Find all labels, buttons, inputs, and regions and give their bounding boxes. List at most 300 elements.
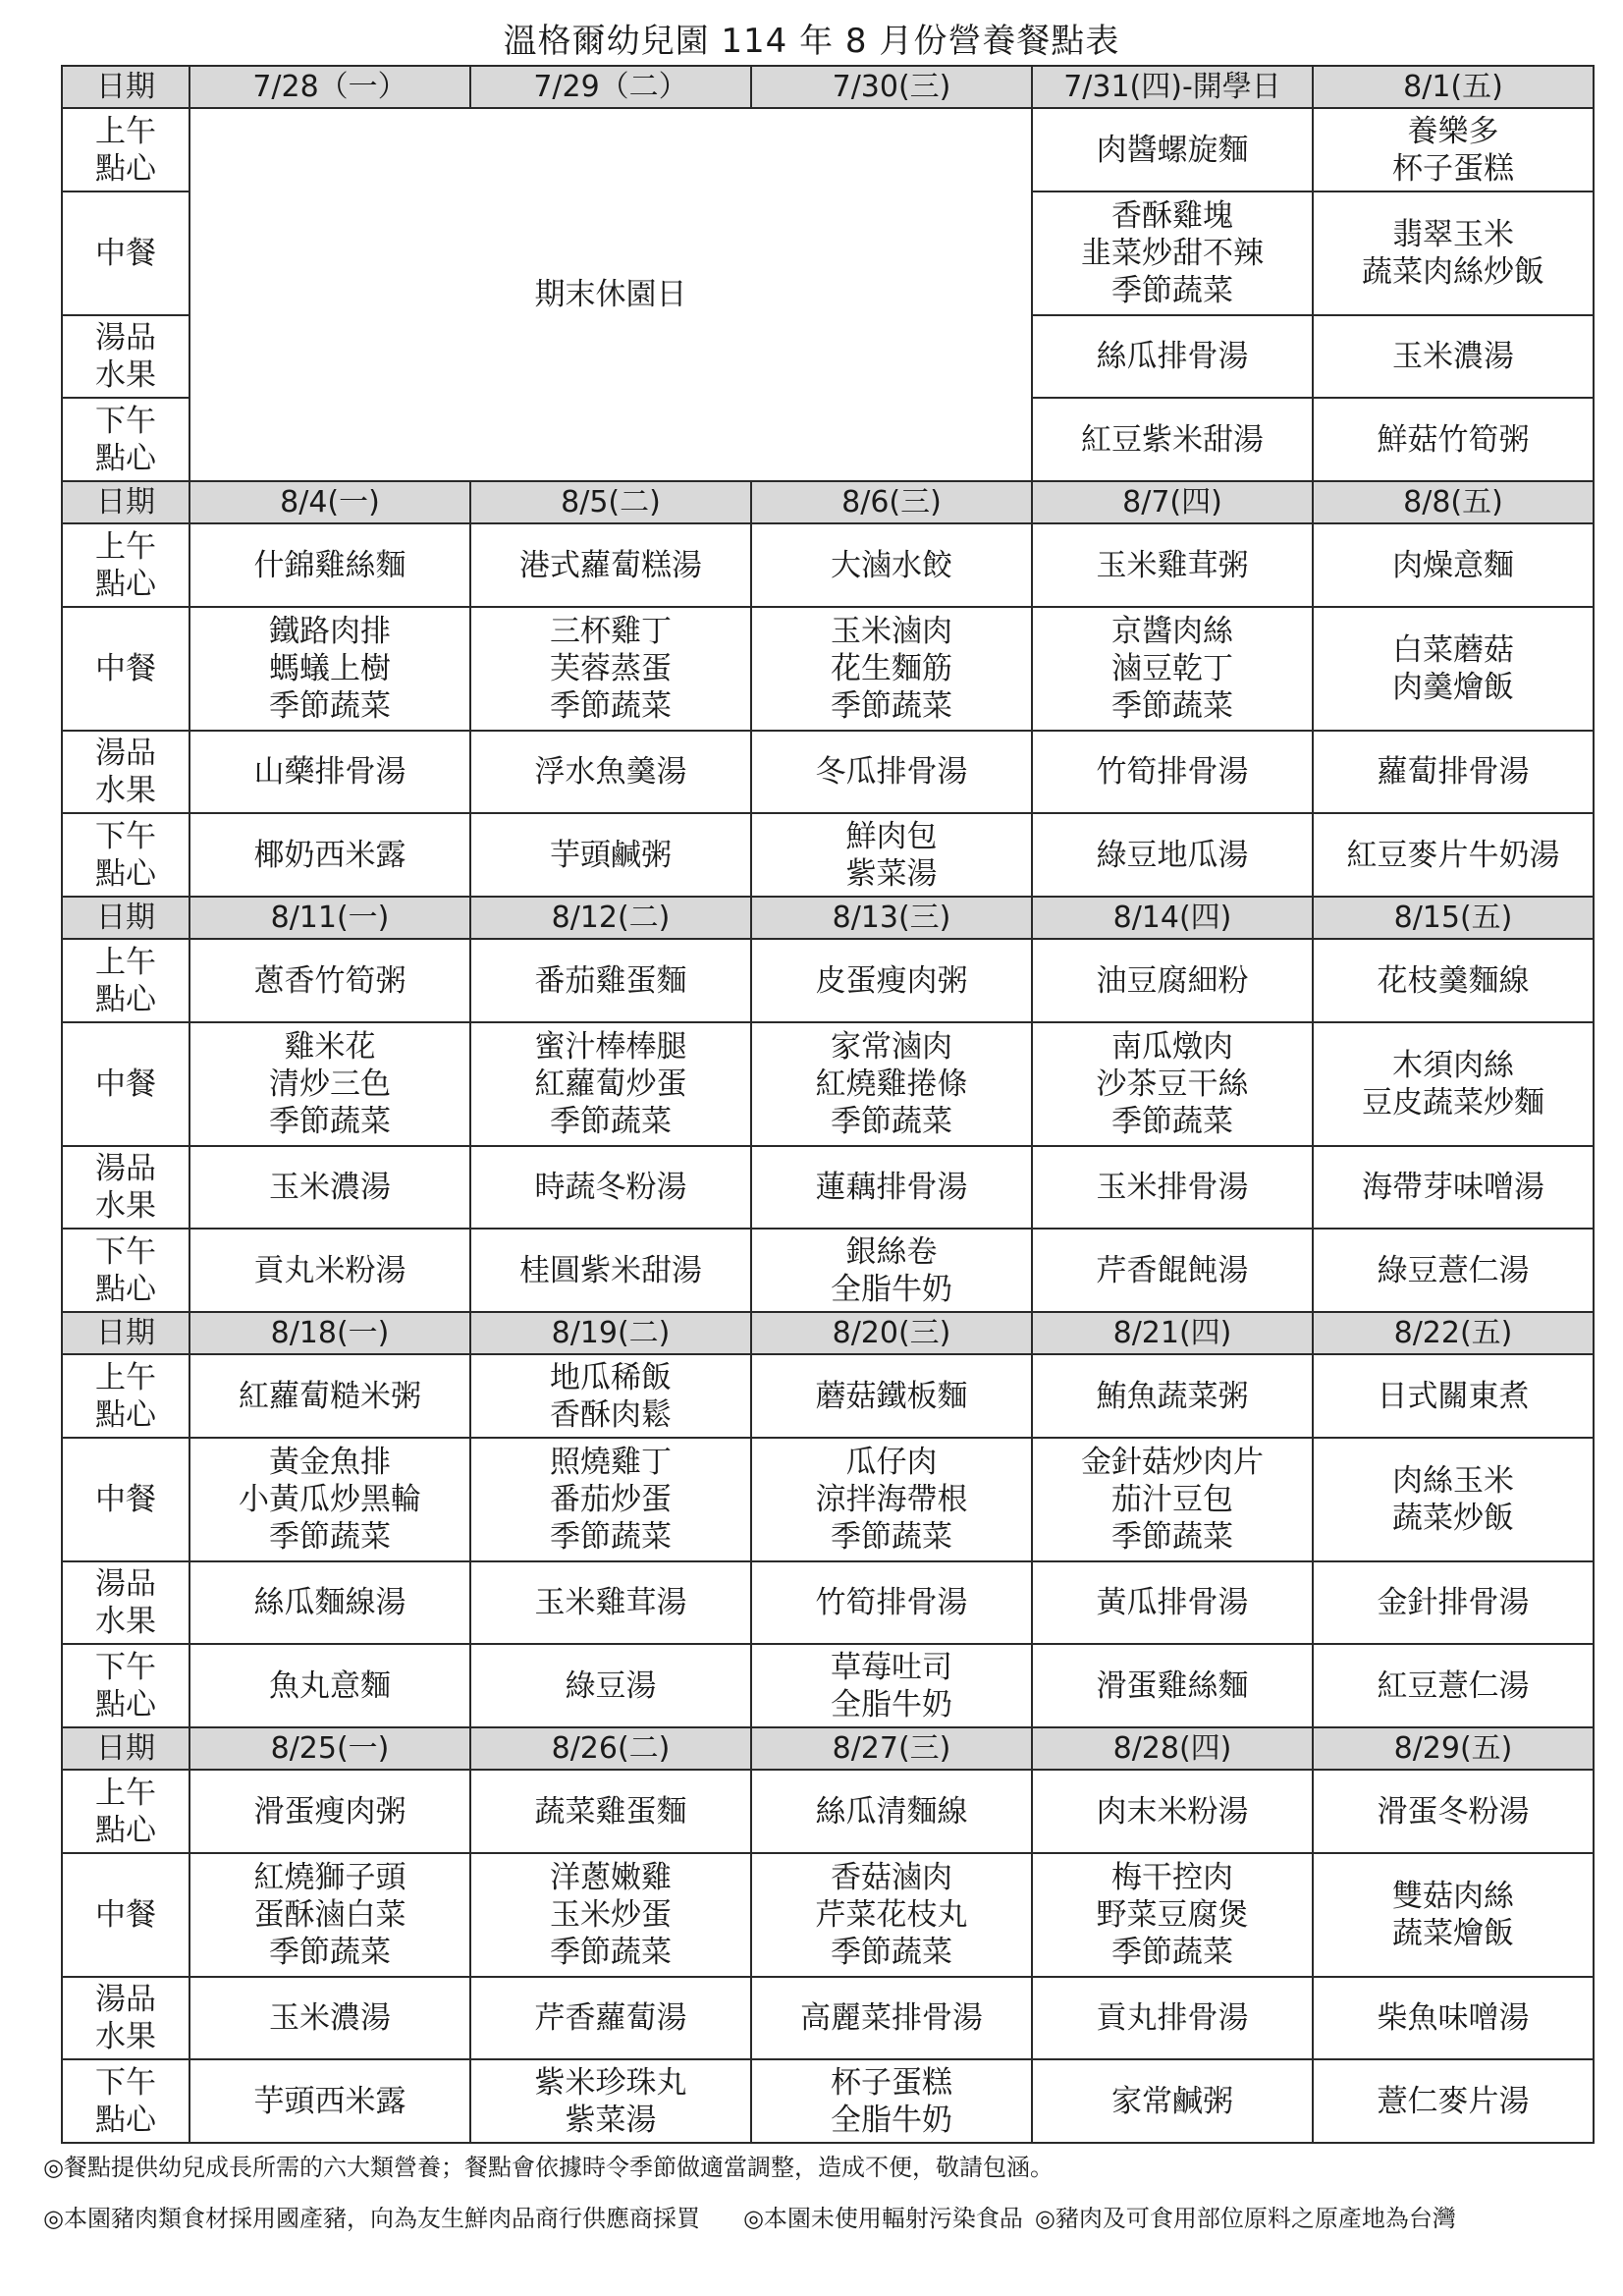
meal-cell-morning [1313,1354,1594,1438]
meal-cell-soup [1032,1977,1313,2060]
meal-cell-afternoon [189,1644,470,1727]
row-label-line: 點心 [95,855,156,892]
menu-item: 季節蔬菜 [831,687,952,724]
menu-item: 季節蔬菜 [1111,1518,1233,1555]
meal-cell-morning [470,939,751,1022]
menu-item: 肉末米粉湯 [1096,1793,1249,1830]
row-label-soup-fruit [62,1977,189,2060]
row-label-morning-snack [62,939,189,1022]
row-label-line: 點心 [95,566,156,602]
meal-row-soup-fruit [62,1561,1594,1645]
menu-item: 家常鹹粥 [1111,2083,1233,2119]
meal-cell-soup [751,1561,1032,1645]
meal-row-soup-fruit [62,1977,1594,2060]
menu-item: 季節蔬菜 [550,1518,672,1555]
meal-cell-lunch [1313,607,1594,731]
menu-item: 季節蔬菜 [831,1934,952,1970]
menu-item: 紫菜湯 [565,2102,657,2138]
menu-item: 小黃瓜炒黑輪 [239,1481,421,1517]
menu-item: 白菜蘑菇 [1392,631,1514,668]
meal-cell-morning [470,523,751,607]
meal-cell-soup [189,1561,470,1645]
row-label-line: 水果 [95,1603,156,1639]
date-cell: 8/6(三) [751,481,1032,523]
menu-item: 滷豆乾丁 [1111,650,1233,686]
meal-cell-afternoon [470,813,751,897]
date-row [62,481,1594,523]
meal-row-morning-snack [62,1770,1594,1853]
menu-item: 野菜豆腐煲 [1096,1896,1249,1933]
menu-item: 肉燥意麵 [1392,547,1514,583]
menu-item: 香酥肉鬆 [550,1396,672,1433]
meal-cell-afternoon [1032,813,1313,897]
meal-cell-afternoon [751,1644,1032,1727]
menu-item: 鮪魚蔬菜粥 [1096,1378,1249,1414]
menu-item: 滑蛋冬粉湯 [1377,1793,1530,1830]
meal-cell-soup [1032,315,1313,399]
menu-item: 魚丸意麵 [269,1667,391,1704]
row-label-line: 點心 [95,150,156,187]
meal-cell-soup [470,1561,751,1645]
meal-cell-afternoon [1313,1644,1594,1727]
date-cell: 8/1(五) [1313,66,1594,108]
meal-cell-morning [751,523,1032,607]
menu-item: 金針排骨湯 [1377,1584,1530,1620]
menu-item: 紅燒雞捲條 [815,1066,968,1102]
menu-item: 玉米濃湯 [269,1999,391,2036]
date-cell: 8/12(二) [470,897,751,939]
meal-cell-morning [1313,523,1594,607]
row-label-line: 上午 [95,944,156,980]
meal-cell-soup [470,731,751,814]
meal-cell-lunch [1032,607,1313,731]
row-label-morning-snack [62,1770,189,1853]
note-origin-taiwan: ◎豬肉及可食用部位原料之原產地為台灣 [1034,2205,1456,2232]
menu-item: 季節蔬菜 [831,1518,952,1555]
row-label-line: 下午 [95,1649,156,1685]
meal-cell-lunch [1313,1438,1594,1561]
row-label-line: 下午 [95,818,156,854]
row-label-line: 下午 [95,2064,156,2101]
meal-cell-lunch [189,1022,470,1146]
row-label-line: 水果 [95,773,156,809]
date-cell: 7/28（一） [189,66,470,108]
date-cell: 8/15(五) [1313,897,1594,939]
date-row [62,897,1594,939]
row-label-date: 日期 [62,481,189,523]
meal-cell-lunch [1313,1022,1594,1146]
meal-cell-afternoon [1313,398,1594,481]
menu-item: 綠豆地瓜湯 [1096,837,1249,873]
menu-item: 韭菜炒甜不辣 [1081,235,1264,271]
menu-item: 蔥香竹筍粥 [253,962,406,999]
meal-cell-morning [751,1354,1032,1438]
row-label-line: 點心 [95,1396,156,1433]
menu-item: 杯子蛋糕 [831,2064,952,2101]
menu-item: 梅干控肉 [1111,1859,1233,1895]
menu-item: 紅豆麥片牛奶湯 [1346,837,1560,873]
row-label-date: 日期 [62,66,189,108]
meal-cell-lunch [1313,1853,1594,1977]
date-cell: 8/4(一) [189,481,470,523]
date-cell: 8/8(五) [1313,481,1594,523]
meal-cell-soup [189,731,470,814]
meal-cell-soup [189,1977,470,2060]
meal-cell-morning [1032,523,1313,607]
menu-item: 貢丸米粉湯 [253,1252,406,1288]
date-cell: 8/7(四) [1032,481,1313,523]
menu-item: 貢丸排骨湯 [1096,1999,1249,2036]
menu-item: 芋頭西米露 [253,2083,406,2119]
date-cell: 8/13(三) [751,897,1032,939]
menu-item: 什錦雞絲麵 [253,547,406,583]
menu-item: 絲瓜麵線湯 [253,1584,406,1620]
meal-cell-lunch [751,1438,1032,1561]
row-label-line: 湯品 [95,1151,156,1187]
row-label-lunch: 中餐 [62,1853,189,1977]
meal-cell-afternoon [1032,398,1313,481]
row-label-line: 湯品 [95,736,156,772]
menu-item: 海帶芽味噌湯 [1362,1170,1544,1206]
date-cell: 8/27(三) [751,1727,1032,1770]
meal-cell-afternoon [470,1229,751,1312]
meal-row-afternoon-snack [62,2059,1594,2143]
date-row [62,66,1594,108]
menu-item: 芹香餛飩湯 [1096,1252,1249,1288]
meal-cell-lunch [1032,1022,1313,1146]
menu-item: 螞蟻上樹 [269,650,391,686]
menu-item: 玉米雞茸粥 [1096,547,1249,583]
meal-row-soup-fruit [62,731,1594,814]
menu-item: 紅燒獅子頭 [253,1859,406,1895]
meal-cell-lunch [1032,1853,1313,1977]
menu-item: 山藥排骨湯 [253,754,406,791]
menu-item: 全脂牛奶 [831,1271,952,1307]
closed-notice: 期末休園日 [189,108,1032,481]
menu-item: 玉米排骨湯 [1096,1170,1249,1206]
menu-item: 肉絲玉米 [1392,1462,1514,1499]
menu-item: 蘑菇鐵板麵 [815,1378,968,1414]
row-label-lunch: 中餐 [62,1438,189,1561]
meal-cell-soup [1032,1561,1313,1645]
meal-cell-morning [1313,108,1594,191]
menu-item: 黃瓜排骨湯 [1096,1584,1249,1620]
note-no-radiation: ◎本園未使用輻射污染食品 [742,2205,1023,2232]
menu-item: 季節蔬菜 [550,687,672,724]
menu-item: 滑蛋瘦肉粥 [253,1793,406,1830]
date-cell: 8/5(二) [470,481,751,523]
menu-item: 蔬菜炒飯 [1392,1500,1514,1536]
menu-item: 地瓜稀飯 [550,1359,672,1395]
meal-cell-soup [751,1146,1032,1230]
menu-item: 豆皮蔬菜炒麵 [1362,1084,1544,1121]
row-label-line: 點心 [95,440,156,476]
date-row [62,1727,1594,1770]
meal-row-afternoon-snack [62,1644,1594,1727]
menu-item: 蔬菜肉絲炒飯 [1362,253,1544,290]
menu-item: 芹香蘿蔔湯 [534,1999,687,2036]
meal-cell-soup [1313,1977,1594,2060]
date-cell: 7/29（二） [470,66,751,108]
meal-cell-lunch [751,1022,1032,1146]
menu-item: 玉米濃湯 [1392,339,1514,375]
menu-item: 日式關東煮 [1377,1378,1530,1414]
meal-cell-lunch [470,1438,751,1561]
row-label-soup-fruit [62,731,189,814]
row-label-lunch: 中餐 [62,1022,189,1146]
meal-cell-morning [1313,939,1594,1022]
meal-cell-lunch [1313,191,1594,315]
menu-item: 季節蔬菜 [550,1934,672,1970]
meal-cell-morning [189,1770,470,1853]
menu-title: 溫格爾幼兒園 114 年 8 月份營養餐點表 [503,22,1120,61]
meal-cell-lunch [470,607,751,731]
date-cell: 7/31(四)-開學日 [1032,66,1313,108]
meal-row-afternoon-snack [62,813,1594,897]
date-cell: 8/22(五) [1313,1312,1594,1354]
meal-cell-morning [1032,1354,1313,1438]
menu-item: 肉醬螺旋麵 [1096,132,1249,168]
menu-item: 花生麵筋 [831,650,952,686]
menu-item: 港式蘿蔔糕湯 [519,547,702,583]
meal-row-lunch [62,607,1594,731]
meal-cell-morning [189,523,470,607]
menu-item: 絲瓜清麵線 [815,1793,968,1830]
menu-item: 季節蔬菜 [550,1103,672,1139]
menu-item: 柴魚味噌湯 [1377,1999,1530,2036]
menu-item: 絲瓜排骨湯 [1096,339,1249,375]
menu-item: 紅豆紫米甜湯 [1081,421,1264,458]
meal-cell-soup [1313,315,1594,399]
row-label-afternoon-snack [62,398,189,481]
meal-cell-lunch [470,1853,751,1977]
note-nutrition: ◎餐點提供幼兒成長所需的六大類營養；餐點會依據時令季節做適當調整，造成不便，敬請包涵。 [43,2154,1054,2181]
menu-item: 椰奶西米露 [253,837,406,873]
menu-item: 竹筍排骨湯 [1096,754,1249,791]
menu-item: 高麗菜排骨湯 [800,1999,983,2036]
meal-cell-afternoon [1032,1229,1313,1312]
note-sourcing [43,2204,1595,2233]
row-label-line: 點心 [95,1812,156,1848]
menu-item: 竹筍排骨湯 [815,1584,968,1620]
meal-row-lunch [62,1438,1594,1561]
meal-cell-soup [470,1977,751,2060]
menu-item: 蔬菜燴飯 [1392,1915,1514,1951]
meal-cell-lunch [751,607,1032,731]
menu-item: 紅豆薏仁湯 [1377,1667,1530,1704]
menu-item: 冬瓜排骨湯 [815,754,968,791]
meal-cell-morning [1032,1770,1313,1853]
meal-cell-lunch [751,1853,1032,1977]
meal-cell-lunch [189,1853,470,1977]
date-cell: 8/19(二) [470,1312,751,1354]
row-label-soup-fruit [62,315,189,399]
meal-cell-afternoon [751,2059,1032,2143]
meal-row-lunch [62,1853,1594,1977]
row-label-lunch: 中餐 [62,191,189,315]
meal-cell-morning [1032,108,1313,191]
menu-item: 蓮藕排骨湯 [815,1170,968,1206]
menu-item: 茄汁豆包 [1111,1481,1233,1517]
menu-item: 涼拌海帶根 [815,1481,968,1517]
menu-item: 季節蔬菜 [269,1934,391,1970]
row-label-line: 水果 [95,1188,156,1225]
menu-item: 季節蔬菜 [269,1103,391,1139]
meal-row-morning-snack [62,939,1594,1022]
menu-item: 鮮菇竹筍粥 [1377,421,1530,458]
meal-cell-afternoon [1032,2059,1313,2143]
menu-item: 番茄炒蛋 [550,1481,672,1517]
menu-item: 蛋酥滷白菜 [253,1896,406,1933]
meal-menu-table [61,65,1595,2144]
row-label-line: 上午 [95,528,156,565]
meal-cell-lunch [1032,1438,1313,1561]
menu-item: 香酥雞塊 [1111,197,1233,234]
date-cell: 8/18(一) [189,1312,470,1354]
meal-cell-afternoon [189,813,470,897]
menu-item: 滑蛋雞絲麵 [1096,1667,1249,1704]
menu-item: 芙蓉蒸蛋 [550,650,672,686]
menu-item: 黃金魚排 [269,1444,391,1480]
meal-row-morning-snack [62,108,1594,191]
menu-item: 番茄雞蛋麵 [534,962,687,999]
menu-item: 紅蘿蔔糙米粥 [239,1378,421,1414]
meal-cell-morning [189,939,470,1022]
meal-cell-morning [751,1770,1032,1853]
menu-item: 玉米炒蛋 [550,1896,672,1933]
meal-cell-afternoon [470,1644,751,1727]
row-label-line: 湯品 [95,320,156,356]
menu-item: 清炒三色 [269,1066,391,1102]
menu-item: 全脂牛奶 [831,1686,952,1722]
menu-item: 蔬菜雞蛋麵 [534,1793,687,1830]
meal-cell-morning [751,939,1032,1022]
menu-item: 紫菜湯 [845,855,938,892]
row-label-line: 水果 [95,357,156,394]
menu-item: 季節蔬菜 [1111,1103,1233,1139]
menu-item: 油豆腐細粉 [1096,962,1249,999]
meal-cell-afternoon [189,2059,470,2143]
menu-item: 香菇滷肉 [831,1859,952,1895]
row-label-date: 日期 [62,1312,189,1354]
meal-row-morning-snack [62,1354,1594,1438]
row-label-line: 水果 [95,2018,156,2054]
row-label-soup-fruit [62,1146,189,1230]
menu-item: 浮水魚羹湯 [534,754,687,791]
menu-item: 花枝羹麵線 [1377,962,1530,999]
date-cell: 8/28(四) [1032,1727,1313,1770]
meal-cell-lunch [470,1022,751,1146]
menu-item: 季節蔬菜 [269,1518,391,1555]
menu-item: 養樂多 [1407,113,1499,149]
meal-row-lunch [62,1022,1594,1146]
row-label-date: 日期 [62,1727,189,1770]
meal-cell-soup [1313,731,1594,814]
menu-item: 杯子蛋糕 [1392,150,1514,187]
meal-cell-soup [189,1146,470,1230]
menu-item: 木須肉絲 [1392,1047,1514,1083]
meal-cell-afternoon [751,1229,1032,1312]
menu-item: 草莓吐司 [831,1649,952,1685]
menu-item: 肉羹燴飯 [1392,669,1514,705]
menu-item: 時蔬冬粉湯 [534,1170,687,1206]
menu-item: 照燒雞丁 [550,1444,672,1480]
date-row [62,1312,1594,1354]
menu-item: 金針菇炒肉片 [1081,1444,1264,1480]
menu-item: 薏仁麥片湯 [1377,2083,1530,2119]
row-label-line: 點心 [95,981,156,1017]
menu-item: 蘿蔔排骨湯 [1377,754,1530,791]
menu-item: 瓜仔肉 [845,1444,938,1480]
row-label-line: 下午 [95,403,156,439]
meal-row-soup-fruit [62,1146,1594,1230]
menu-item: 紅蘿蔔炒蛋 [534,1066,687,1102]
menu-item: 大滷水餃 [831,547,952,583]
date-cell: 8/26(二) [470,1727,751,1770]
menu-item: 季節蔬菜 [269,687,391,724]
row-label-line: 下午 [95,1233,156,1270]
row-label-afternoon-snack [62,2059,189,2143]
meal-cell-lunch [1032,191,1313,315]
row-label-line: 上午 [95,1359,156,1395]
menu-item: 洋蔥嫩雞 [550,1859,672,1895]
meal-cell-afternoon [1313,2059,1594,2143]
meal-cell-soup [751,1977,1032,2060]
date-cell: 7/30(三) [751,66,1032,108]
menu-item: 沙茶豆干絲 [1096,1066,1249,1102]
menu-item: 季節蔬菜 [1111,272,1233,308]
menu-item: 全脂牛奶 [831,2102,952,2138]
menu-item: 玉米雞茸湯 [534,1584,687,1620]
row-label-line: 點心 [95,2102,156,2138]
meal-row-afternoon-snack [62,1229,1594,1312]
meal-cell-afternoon [1313,1229,1594,1312]
meal-cell-soup [1313,1146,1594,1230]
menu-item: 雞米花 [284,1028,376,1065]
meal-cell-soup [1313,1561,1594,1645]
meal-cell-morning [189,1354,470,1438]
row-label-line: 上午 [95,113,156,149]
meal-cell-afternoon [751,813,1032,897]
menu-item: 紫米珍珠丸 [534,2064,687,2101]
row-label-line: 湯品 [95,1565,156,1602]
meal-row-morning-snack [62,523,1594,607]
menu-item: 桂圓紫米甜湯 [519,1252,702,1288]
meal-cell-morning [470,1770,751,1853]
menu-item: 雙菇肉絲 [1392,1878,1514,1914]
meal-cell-soup [1032,1146,1313,1230]
menu-item: 翡翠玉米 [1392,216,1514,252]
row-label-soup-fruit [62,1561,189,1645]
meal-cell-afternoon [470,2059,751,2143]
row-label-morning-snack [62,1354,189,1438]
note-pork-source: ◎本園豬肉類食材採用國產豬，向為友生鮮肉品商行供應商採買 [43,2205,700,2232]
menu-item: 三杯雞丁 [550,613,672,649]
date-cell: 8/20(三) [751,1312,1032,1354]
row-label-line: 點心 [95,1271,156,1307]
meal-cell-morning [1032,939,1313,1022]
menu-item: 季節蔬菜 [1111,687,1233,724]
meal-cell-morning [470,1354,751,1438]
row-label-line: 點心 [95,1686,156,1722]
menu-item: 京醬肉絲 [1111,613,1233,649]
date-cell: 8/14(四) [1032,897,1313,939]
menu-item: 鮮肉包 [845,818,938,854]
menu-item: 綠豆薏仁湯 [1377,1252,1530,1288]
row-label-morning-snack [62,108,189,191]
row-label-afternoon-snack [62,1644,189,1727]
meal-cell-soup [1032,731,1313,814]
